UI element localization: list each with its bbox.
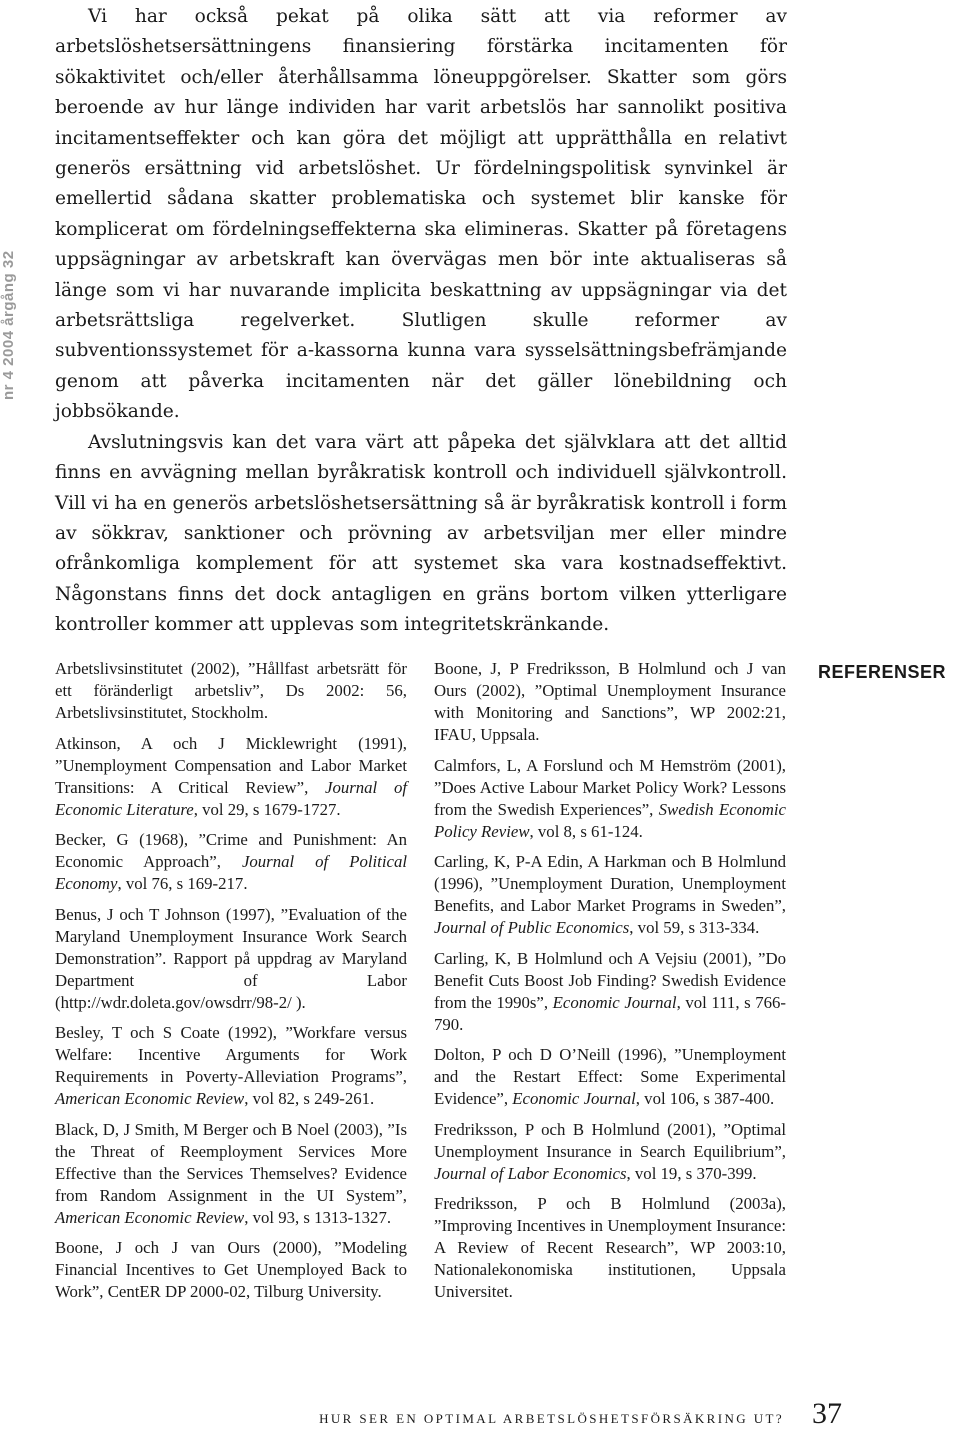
reference-entry: Becker, G (1968), ”Crime and Punishment: An Economic Approach”, Journal of Political Economy, vol 76, s 169-217. <box>55 830 407 893</box>
references-heading: REFERENSER <box>818 662 947 682</box>
reference-entry: Besley, T och S Coate (1992), ”Workfare versus Welfare: Incentive Arguments for Work Requirements in Poverty-Alleviation Programs”, American Economic Review, vol 82, s 249-261. <box>55 1023 407 1108</box>
page-number: 37 <box>812 1397 842 1430</box>
reference-entry: Dolton, P och D O’Neill (1996), ”Unemployment and the Restart Effect: Some Experimental Evidence”, Economic Journal, vol 106, s 387-400. <box>434 1045 786 1108</box>
reference-entry: Arbetslivsinstitutet (2002), ”Hållfast arbetsrätt för ett föränderligt arbetsliv”, Ds 2002: 56, Arbetslivsinstitutet, Stockholm. <box>55 659 407 722</box>
reference-entry: Boone, J, P Fredriksson, B Holmlund och J van Ours (2002), ”Optimal Unemployment Insurance with Monitoring and Sanctions”, WP 2002:21, IFAU, Uppsala. <box>434 659 786 744</box>
paragraph-2: Avslutningsvis kan det vara värt att påpeka det självklara att det alltid finns en avvägning mellan byråkratisk kontroll och individuell självkontroll. Vill vi ha en generös arbetslöshetsersättning så är byråkratisk kontroll i form av sökkrav, sanktioner och prövning av arbetsviljan mer eller mindre ofrånkomliga komplement för att systemet ska vara kostnadseffektivt. Någonstans finns det dock antagligen en gräns bortom vilken ytterligare kontroller kommer att upplevas som integritetskränkande. <box>55 431 787 636</box>
body-text <box>55 2 787 641</box>
reference-entry: Atkinson, A och J Micklewright (1991), ”Unemployment Compensation and Labor Market Transitions: A Critical Review”, Journal of Economic Literature, vol 29, s 1679-1727. <box>55 733 408 819</box>
journal-issue-label: nr 4 2004 årgång 32 <box>0 250 17 400</box>
reference-entry: Carling, K, B Holmlund och A Vejsiu (2001), ”Do Benefit Cuts Boost Job Finding? Swedish Evidence from the 1990s”, Economic Journal, vol 111, s 766-790. <box>434 948 786 1034</box>
reference-entry: Boone, J och J van Ours (2000), ”Modeling Financial Incentives to Get Unemployed Back to Work”, CentER DP 2000-02, Tilburg University. <box>55 1238 407 1301</box>
reference-entry: Carling, K, P-A Edin, A Harkman och B Holmlund (1996), ”Unemployment Duration, Unemployment Benefits, and Labor Market Programs in Sweden”, Journal of Public Economics, vol 59, s 313-334. <box>434 852 786 937</box>
paragraph-1: Vi har också pekat på olika sätt att via reformer av arbetslöshetsersättningens finansiering förstärka incitamenten för sökaktivitet och/eller återhållsamma löneuppgörelser. Skatter som görs beroende av hur länge individen har varit arbetslös har sannolikt positiva incitamentseffekter och kan göra det möjligt att upprätthålla en relativt generös ersättning vid arbetslöshet. Ur fördelningspolitisk synvinkel är emellertid sådana skatter problematiska och systemet blir kanske för komplicerat om fördelningseffekterna ska elimineras. Skatter på företagens uppsägningar av arbetskraft kan övervägas men bör inte aktualiseras så länge som vi har nuvarande implicita beskattning av uppsägningar via det arbetsrättsliga regelverket. Slutligen skulle reformer av subventionssystemet för a-kassorna kunna vara sysselsättningsbefrämjande genom att påverka incitamenten när det gäller lönebildning och jobbsökande. <box>55 6 787 423</box>
reference-entry: Benus, J och T Johnson (1997), ”Evaluation of the Maryland Unemployment Insurance Work Search Demonstration”. Rapport på uppdrag av Maryland Department of Labor (http://wdr.doleta.gov/owsdrr/98-2/ ). <box>55 904 407 1012</box>
running-footer-title: HUR SER EN OPTIMAL ARBETSLÖSHETSFÖRSÄKRING UT? <box>319 1411 784 1426</box>
reference-entry: Black, D, J Smith, M Berger och B Noel (2003), ”Is the Threat of Reemployment Services More Effective than the Services Themselves? Evidence from Random Assignment in the UI System”, American Economic Review, vol 93, s 1313-1327. <box>55 1119 407 1227</box>
references-column-left <box>55 658 407 1312</box>
reference-entry: Fredriksson, P och B Holmlund (2003a), ”Improving Incentives in Unemployment Insurance: A Review of Recent Research”, WP 2003:10, Nationalekonomiska institutionen, Uppsala Universitet. <box>434 1194 786 1301</box>
references-column-right <box>434 658 786 1312</box>
reference-entry: Fredriksson, P och B Holmlund (2001), ”Optimal Unemployment Insurance in Search Equilibrium”, Journal of Labor Economics, vol 19, s 370-399. <box>434 1119 786 1183</box>
reference-entry: Calmfors, L, A Forslund och M Hemström (2001), ”Does Active Labour Market Policy Work? Lessons from the Swedish Experiences”, Swedish Economic Policy Review, vol 8, s 61-124. <box>434 755 786 841</box>
